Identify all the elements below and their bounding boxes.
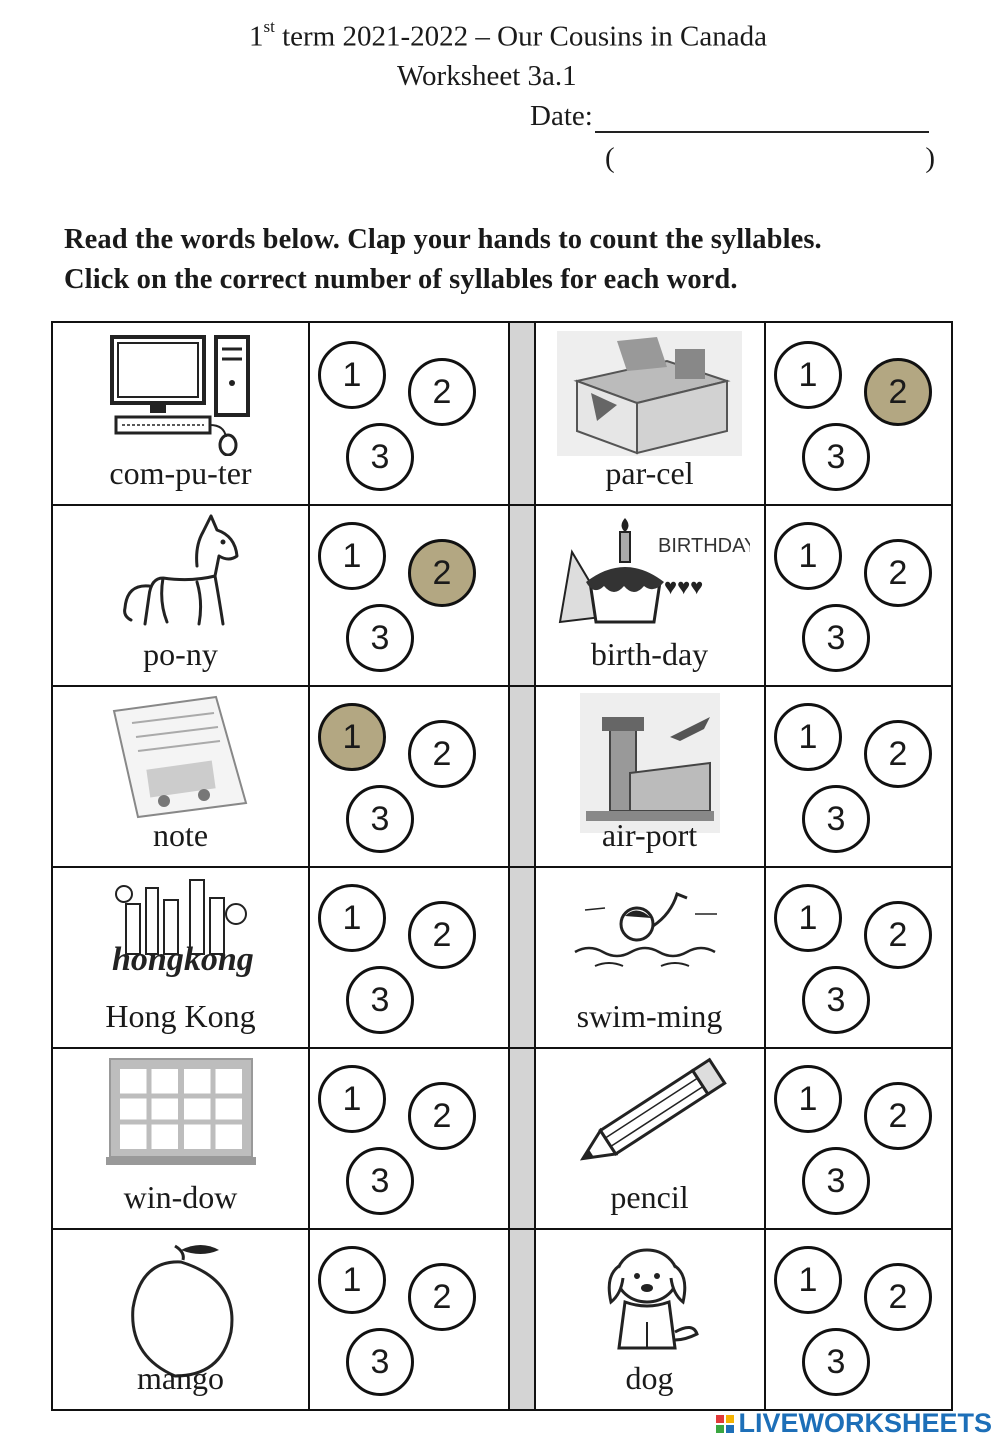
syllable-option-1[interactable]: 1	[318, 341, 386, 409]
syllable-option-2[interactable]: 2	[408, 358, 476, 426]
syllable-options	[764, 323, 951, 504]
date-line	[595, 105, 929, 133]
picture-cell	[536, 685, 763, 866]
swimmer-icon	[565, 866, 735, 989]
picture-cell	[53, 866, 308, 1047]
airport-icon	[580, 685, 720, 838]
syllable-options	[308, 1228, 504, 1409]
picture-cell	[53, 1228, 308, 1409]
date-label: Date:	[530, 100, 593, 132]
picture-cell	[53, 323, 308, 504]
picture-cell	[536, 323, 763, 504]
syllable-option-2[interactable]: 2	[408, 901, 476, 969]
syllable-option-1[interactable]: 1	[318, 1065, 386, 1133]
birthday-text: BIRTHDAY	[657, 535, 750, 557]
syllable-option-3[interactable]: 3	[802, 1328, 870, 1396]
syllable-options	[764, 866, 951, 1047]
word-label: swim-ming	[576, 998, 723, 1034]
picture-cell	[536, 504, 763, 685]
syllable-option-3[interactable]: 3	[802, 966, 870, 1034]
name-parentheses: ( )	[605, 142, 935, 174]
syllable-option-2[interactable]: 2	[408, 720, 476, 788]
parcel-icon	[557, 323, 742, 461]
syllable-option-3[interactable]: 3	[802, 604, 870, 672]
syllable-options	[308, 323, 504, 504]
syllable-option-3[interactable]: 3	[346, 423, 414, 491]
syllable-option-1[interactable]: 1	[774, 1246, 842, 1314]
word-label: po-ny	[143, 636, 218, 672]
syllable-option-3[interactable]: 3	[346, 966, 414, 1034]
instruction-line-2: Click on the correct number of syllables for each word.	[64, 264, 738, 295]
syllable-option-2[interactable]: 2	[408, 1263, 476, 1331]
syllable-options	[308, 685, 504, 866]
syllable-option-2[interactable]: 2	[408, 539, 476, 607]
syllable-option-3[interactable]: 3	[346, 1147, 414, 1215]
computer-icon	[106, 323, 256, 461]
syllable-option-2[interactable]: 2	[864, 358, 932, 426]
worksheet-number: Worksheet 3a.1	[397, 60, 577, 92]
syllable-option-2[interactable]: 2	[864, 1263, 932, 1331]
syllable-option-3[interactable]: 3	[346, 1328, 414, 1396]
syllable-option-3[interactable]: 3	[802, 423, 870, 491]
logo-blocks-icon	[716, 1415, 734, 1433]
birthday-cake-icon	[550, 504, 750, 637]
syllable-option-1[interactable]: 1	[774, 522, 842, 590]
word-label: mango	[136, 1360, 225, 1396]
date-field	[530, 100, 929, 133]
syllable-option-1[interactable]: 1	[318, 522, 386, 590]
window-icon	[106, 1047, 256, 1172]
picture-cell	[53, 504, 308, 685]
syllable-option-1[interactable]: 1	[318, 884, 386, 952]
hong-kong-skyline-icon	[106, 866, 256, 987]
picture-cell	[536, 1047, 763, 1228]
word-label: par-cel	[605, 455, 694, 491]
word-label: win-dow	[123, 1179, 238, 1215]
syllable-options	[308, 504, 504, 685]
liveworksheets-logo	[716, 1408, 992, 1439]
svg-text:♥♥♥: ♥♥♥	[663, 574, 703, 599]
syllable-options	[764, 685, 951, 866]
word-label: birth-day	[590, 636, 709, 672]
syllable-option-1[interactable]: 1	[318, 1246, 386, 1314]
note-icon	[108, 685, 253, 826]
picture-cell	[53, 1047, 308, 1228]
word-label: dog	[625, 1360, 674, 1396]
syllable-option-1[interactable]: 1	[774, 884, 842, 952]
syllable-option-1[interactable]: 1	[774, 341, 842, 409]
brand-name: LIVEWORKSHEETS	[738, 1408, 992, 1438]
syllable-options	[764, 504, 951, 685]
hongkong-script-text: hongkong	[111, 941, 254, 978]
dog-icon	[585, 1228, 715, 1371]
word-label: pencil	[610, 1179, 689, 1215]
syllable-option-1[interactable]: 1	[318, 703, 386, 771]
pony-icon	[111, 504, 251, 642]
word-label: note	[152, 817, 209, 853]
syllable-options	[308, 866, 504, 1047]
word-label: Hong Kong	[105, 998, 256, 1034]
picture-cell	[53, 685, 308, 866]
syllable-option-2[interactable]: 2	[864, 539, 932, 607]
syllable-options	[308, 1047, 504, 1228]
syllable-option-3[interactable]: 3	[802, 1147, 870, 1215]
instruction-line-1: Read the words below. Clap your hands to count the syllables.	[64, 224, 822, 255]
picture-cell	[536, 1228, 763, 1409]
syllable-option-2[interactable]: 2	[864, 901, 932, 969]
syllable-option-2[interactable]: 2	[864, 1082, 932, 1150]
word-label: air-port	[601, 817, 698, 853]
syllable-option-1[interactable]: 1	[774, 703, 842, 771]
syllable-options	[764, 1047, 951, 1228]
worksheet-title: 1st term 2021-2022 – Our Cousins in Canada	[249, 17, 767, 53]
syllable-option-3[interactable]: 3	[346, 785, 414, 853]
pencil-icon	[560, 1047, 740, 1180]
word-label: com-pu-ter	[109, 455, 252, 491]
syllable-option-3[interactable]: 3	[802, 785, 870, 853]
syllable-option-2[interactable]: 2	[864, 720, 932, 788]
syllable-option-2[interactable]: 2	[408, 1082, 476, 1150]
syllable-option-3[interactable]: 3	[346, 604, 414, 672]
syllable-options	[764, 1228, 951, 1409]
syllable-option-1[interactable]: 1	[774, 1065, 842, 1133]
picture-cell	[536, 866, 763, 1047]
